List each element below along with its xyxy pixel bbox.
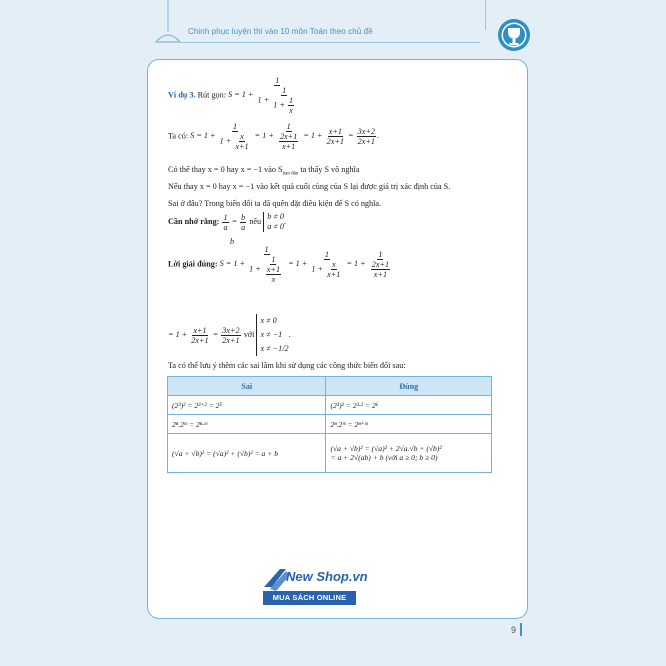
header-right: Đúng	[326, 377, 492, 396]
header-wrong: Sai	[168, 377, 326, 396]
remark-3: Sai ở đâu? Trong biến đổi ta đã quên đặt điều kiện để S có nghĩa.	[168, 199, 382, 208]
example-label: Ví dụ 3.	[168, 90, 196, 100]
note-line: Ta có thể lưu ý thêm các sai lầm khi sử dụng các công thức biến đổi sau:	[168, 361, 406, 370]
cell-right: (√a + √b)² = (√a)² + 2√a.√b + (√b)² = a + 2√(ab) + b (với a ≥ 0; b ≥ 0)	[326, 434, 492, 473]
lamp-icon	[153, 0, 183, 46]
remember-line: Cần nhớ rằng: $\frac{1}{a}$ = $\frac{b}{a}$ nếu b ≠ 0 a ≠ 0 .	[168, 212, 287, 232]
trophy-icon	[497, 18, 531, 52]
logo-name: New Shop.vn	[286, 569, 368, 584]
example-expression: S = 1 + 1 1 + 1 1 + $\frac{1}{x}$	[228, 76, 294, 115]
comparison-table	[167, 376, 492, 473]
remark-1: Có thể thay x = 0 hay x = −1 vào $S_{ban đầu}$ ta thấy S vô nghĩa	[168, 165, 360, 177]
remember-label: Cần nhớ rằng:	[168, 216, 220, 226]
cell-wrong: (√a + √b)² = (√a)² + (√b)² = a + b	[168, 434, 326, 473]
page-number-bar	[520, 623, 522, 636]
table-row	[168, 415, 492, 434]
correct-solution-line: Lời giải đúng: S = 1 + 1 1 + $\frac{1}{\frac{x+1}{x}}$ = 1 + 1 1 + $\frac{x}{x+1}$ = 1 + $\frac{1}{\frac{2x+1}{x+1}}$	[168, 245, 390, 284]
header-divider	[180, 42, 480, 43]
correct-label: Lời giải đúng:	[168, 259, 218, 269]
table-row	[168, 396, 492, 415]
wrong-intro: Ta có:	[168, 131, 189, 141]
example-prompt: Rút gọn:	[197, 90, 227, 100]
example-line	[168, 76, 299, 115]
wrong-solution-line: Ta có: S = 1 + 1 1 + $\frac{x}{x+1}$ = 1 + $\frac{1}{\frac{2x+1}{x+1}}$ = 1 + $\frac{x+1}{2x+1}$ = $\frac{3x+2}{2x+1}$ .	[168, 122, 380, 151]
header-hanger	[485, 0, 486, 30]
table-row	[168, 434, 492, 473]
correct-result-line: = 1 + $\frac{x+1}{2x+1}$ = $\frac{3x+2}{2x+1}$ với x ≠ 0 x ≠ −1 x ≠ −1/2 .	[168, 314, 291, 356]
cell-wrong: 2ⁿ.2ᵐ = 2ⁿ·ᵐ	[168, 415, 326, 434]
logo-tagline: MUA SÁCH ONLINE	[263, 591, 356, 605]
remember-b: b	[230, 237, 235, 246]
remark-2: Nếu thay x = 0 hay x = −1 vào kết quả cuối cùng của S lại được giá trị xác định của S.	[168, 182, 451, 191]
cell-right: (2³)² = 2³·² = 2⁶	[326, 396, 492, 415]
cell-right: 2ⁿ.2ᵐ = 2ⁿ⁺ᵐ	[326, 415, 492, 434]
page-number: 9	[511, 625, 517, 635]
cell-wrong: (2³)² = 2³⁺² = 2⁵	[168, 396, 326, 415]
header-title: Chinh phục luyện thi vào 10 môn Toán theo chủ đề	[188, 27, 373, 36]
